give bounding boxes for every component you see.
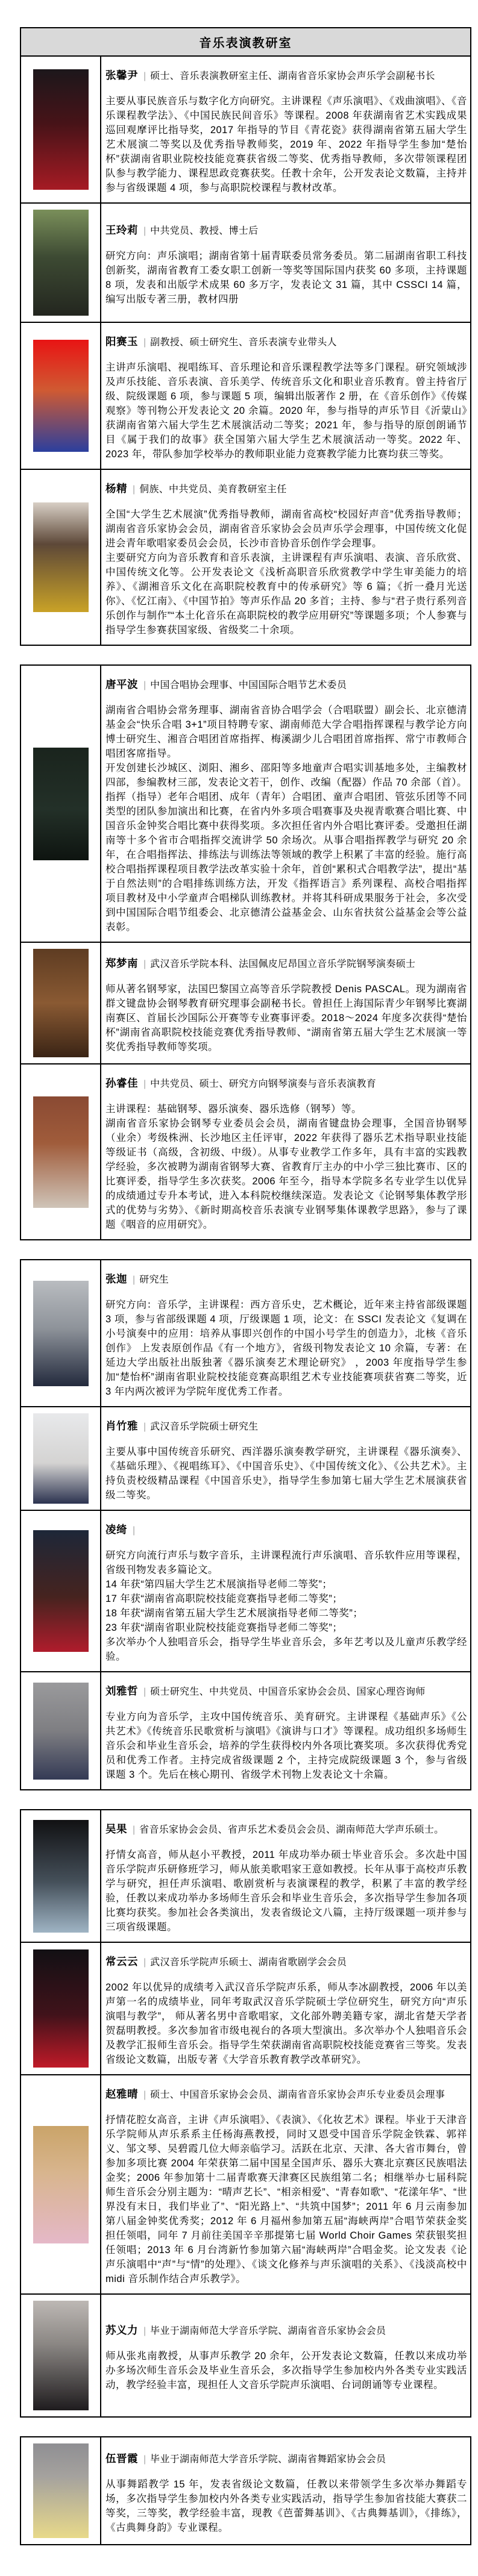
teacher-name-line: [105, 955, 467, 972]
teacher-photo: [33, 1530, 89, 1652]
bio-paragraph: 主讲课程：基础钢琴、器乐演奏、器乐选修（钢琴）等。: [105, 1104, 362, 1114]
teacher-title: 硕士、中国音乐家协会会员、湖南省音乐家协会声乐专业委员会理事: [150, 2090, 445, 2100]
teacher-bio-cell: [101, 1511, 470, 1671]
name-title-separator: |: [133, 1525, 136, 1536]
bio-paragraphs: [105, 360, 467, 461]
teacher-name: 孙睿佳: [105, 1077, 138, 1089]
teacher-title: 硕士、音乐表演教研室主任、湖南省音乐家协会声乐学会副秘书长: [150, 71, 435, 81]
bio-paragraph: 14 年获“第四届大学生艺术展演指导老师二等奖”；: [105, 1579, 333, 1590]
teacher-name: 阳赛玉: [105, 336, 138, 348]
teacher-title: 硕士研究生、中共党员、中国音乐家协会会员、国家心理咨询师: [150, 1687, 426, 1697]
teacher-photo: [33, 210, 89, 316]
teacher-photo: [33, 340, 89, 452]
bio-paragraph: 开发创建长沙城区、浏阳、湘乡、邵阳等多地童声合唱实训基地多处，主编教材四部，参编教材三部，发表论文若干，创作、改编（配器）作品 70 余部（首）。指挥（指导）老年合唱团、成年（青年）合唱团、童声合唱团、管弦乐团等不同类型的团队参加演出和比赛，在省内外多项合唱赛事及央视青歌赛合唱比赛、中国音乐金钟奖合唱比赛中获得奖项。多次担任省内外合唱比赛评委。受邀担任湖南等十多个省市合唱指挥交流讲学 50 余场次。从事合唱指挥教学与研究 20 余年，在合唱指挥法、排练法与训练法等领域的教学上积累了丰富的经验。施行高校合唱指挥课程项目教学法改革实验十余年，首创“累积式合唱教学法”，提出“基于自然法则”的合唱排练训练方法，开发《指挥语言》系列课程、高校合唱指挥项目教材及中小学童声合唱梯队训练教材。并将其科研成果服务于社会，多次受到中国国际合唱节组委会、北京德清公益基金会、山东省扶贫公益基金会等公益表彰。: [105, 763, 467, 933]
teacher-row: [21, 1406, 470, 1510]
teacher-photo: [33, 1096, 89, 1208]
bio-paragraph: 18 年获“湖南省第五届大学生艺术展演指导老师二等奖”；: [105, 1608, 363, 1619]
teacher-photo: [33, 949, 89, 1057]
teacher-table-1: [20, 27, 471, 646]
teacher-bio-cell: [101, 323, 470, 469]
page-title: 音乐表演教研室: [21, 28, 470, 57]
teacher-name: 刘雅哲: [105, 1685, 138, 1697]
teacher-row: [21, 1810, 470, 1942]
teacher-name-line: [105, 2086, 467, 2103]
teacher-bio-cell: [101, 666, 470, 942]
bio-paragraphs: [105, 94, 467, 195]
bio-paragraphs: [105, 507, 467, 637]
teacher-row: [21, 1671, 470, 1789]
bio-paragraph: 主要从事民族音乐与数字化方向研究。主讲课程《声乐演唱》、《戏曲演唱》、《音乐课程教学法》、《中国民族民间音乐》等课程。2008 年获湖南省艺术实践成果巡回观摩评比指导奖，2017 年指导的节目《青花瓷》获得湖南省第五届大学生艺术展演二等奖以及优秀指导教师奖，2019 年、2022 年指导学生参加“楚怡杯”获湖南省职业院校技能竞赛获省级二等奖、优秀指导教师，多次带领课程团队参与教学能力、课程思政竞赛获奖。任教十余年，公开发表论文数篇，主持并参与省级课题 4 项，参与高职院校课程与教材改革。: [105, 96, 467, 193]
bio-paragraphs: [105, 1298, 467, 1399]
bio-paragraph: 23 年获“湖南省职业院校技能竞赛指导老师二等奖”；: [105, 1622, 343, 1633]
name-title-separator: |: [143, 1422, 146, 1432]
bio-paragraph: 17 年获“湖南省高职院校技能竞赛指导老师二等奖”；: [105, 1593, 343, 1604]
bio-paragraphs: [105, 249, 467, 307]
photo-cell: [21, 323, 101, 469]
name-title-separator: |: [143, 226, 146, 236]
teacher-row: [21, 1942, 470, 2074]
bio-paragraphs: [105, 703, 467, 934]
photo-cell: [21, 666, 101, 942]
bio-paragraph: 研究方向：声乐演唱；湖南省第十届青联委员常务委员。第二届湖南省职工科技创新奖，湖南省教育工委女职工创新一等奖等国际国内获奖 60 多项，主持课题 8 项，发表和出版学术成果 60 多万字，发表论文 31 篇，其中 CSSCI 14 篇，编写出版专著三册，教材四册: [105, 251, 467, 305]
photo-cell: [21, 1064, 101, 1239]
teacher-photo: [33, 1281, 89, 1386]
photo-cell: [21, 1407, 101, 1510]
bio-paragraph: 主要研究方向为音乐教育和音乐表演，主讲课程有声乐演唱、表演、音乐欣赏、中国传统文化等。公开发表论文《浅析高职音乐欣赏教学中学生审美能力的培养》、《湖湘音乐文化在高职院校教育中的传承研究》等 6 篇；《折一叠月光送你》、《忆江南》、《中国节拍》等声乐作品 20 多首；主持、参与“君子贵行系列音乐创作与制作”“本土化音乐在高职院校的教学应用研究”等课题多项；个人参赛与指导学生参赛获国家级、省级奖二十余项。: [105, 552, 467, 636]
teacher-row: [21, 1063, 470, 1239]
teacher-name: 赵雅晴: [105, 2088, 138, 2100]
bio-paragraph: 研究方向：音乐学，主讲课程：西方音乐史，艺术概论，近年来主持省部级课题 3 项，参与省部级课题 4 项，厅级课题 1 项，论文：在 SSCI 发表论文《复调在小号演奏中的应用：培养从事即兴创作的中国小号学生的创造力》，北核《音乐创作》 上发表原创作品《有一个地方》，省级刊物发表论文 10 余篇，专著：在延边大学出版社出版独著《器乐演奏艺术理论研究》 ，2003 年度指导学生参加“楚怡杯”湖南省职业院校技能竞赛高职组艺术专业技能赛项获省赛二等奖，近 3 年内两次被评为学院年度优秀工作者。: [105, 1299, 467, 1397]
teacher-name-line: [105, 2322, 467, 2339]
teacher-row: [21, 2293, 470, 2416]
teacher-bio-cell: [101, 2437, 470, 2544]
bio-paragraph: 全国“大学生艺术展演”优秀指导教师，湖南省高校“校园好声音”优秀指导教师；湖南省音乐家协会会员，湖南省音乐家协会会员声乐学会理事，中国传统文化促进会青年歌唱家委员会会员，长沙市音协音乐创作学会理事。: [105, 509, 467, 549]
teacher-photo: [33, 1413, 89, 1504]
teacher-title: 武汉音乐学院声乐硕士、湖南省歌剧学会会员: [150, 1957, 347, 1968]
photo-cell: [21, 57, 101, 202]
bio-paragraphs: [105, 1445, 467, 1502]
teacher-title: 武汉音乐学院本科、法国佩皮尼昂国立音乐学院钢琴演奏硕士: [150, 959, 416, 969]
bio-paragraph: 从事舞蹈教学 15 年，发表省级论文数篇，任教以来带领学生多次举办舞蹈专场，多次指导学生参加校内外各类专业实践活动，指导学生参加省技能大赛获二等奖，三等奖，教学经验丰富，现教《芭蕾舞基训》、《古典舞基训》，《排练》，《古典舞身韵》专业课程。: [105, 2478, 467, 2533]
teacher-table-4: [20, 1809, 471, 2418]
teacher-row: [21, 666, 470, 942]
teacher-name: 郑梦南: [105, 957, 138, 969]
teacher-name-line: [105, 67, 467, 84]
name-title-separator: |: [143, 2326, 146, 2336]
bio-paragraph: 抒情花腔女高音，主讲《声乐演唱》、《表演》、《化妆艺术》课程。毕业于天津音乐学院师从声乐系系主任杨海燕教授，同时又恩受中国音乐学院金铁霖、郭祥义、邹文琴、吴碧霞几位大师亲临学习。活跃在北京、天津、各大省市舞台，曾参加多项比赛 2004 年荣获第二届中国星全国声乐、器乐大赛北京赛区民族唱法金奖；2006 年参加第十二届青歌赛天津赛区民族组第二名；相继举办七届科院师生音乐会分别主题为：“晴声艺长”、“相亲相爱”、“青春如歌”、“花漾年华”、“世界没有末日，我们毕业了”、“阳光路上”、“共筑中国梦”；2011 年 6 月云南参加第八届金钟奖优秀奖；2012 年 6 月福州参加第五届“海峡两岸”合唱节荣获金奖担任领唱，同年 7 月前往美国辛辛那提第七届 World Choir Games 荣获银奖担任领唱；2013 年 6 月台湾新竹参加第六届“海峡两岸”合唱金奖。论文发表《论声乐演唱中“声”与“情”的处理》、《谈文化修养与声乐演唱的关系》、《浅淡高校中 midi 音乐制作结合声乐教学》。: [105, 2115, 467, 2284]
bio-paragraph: 主讲声乐演唱、视唱练耳、音乐理论和音乐课程教学法等多门课程。研究领域涉及声乐技能、音乐表演、音乐美学、传统音乐文化和职业音乐教育。曾主持省厅级、院级课题 6 项，参与课题 5 项，编辑出版著作 2 册，在《音乐创作》《传媒观察》等刊物公开发表论文 20 余篇。2020 年，参与指导的声乐节目《沂蒙山》获湖南省第六届大学生艺术展演活动二等奖；2021 年，参与指导的原创朗诵节目《属于我们的故事》获全国第六届大学生艺术展演活动一等奖。2022 年、2023 年，带队参加学校举办的教师职业能力竞赛教学能力比赛均获三等奖。: [105, 362, 467, 460]
teacher-name-line: [105, 1418, 467, 1435]
bio-paragraphs: [105, 1548, 467, 1664]
teacher-name-line: [105, 2451, 467, 2468]
teacher-name: 张迦: [105, 1273, 127, 1285]
teacher-row: [21, 2074, 470, 2293]
teacher-name-line: [105, 1821, 467, 1838]
teacher-name-line: [105, 222, 467, 239]
bio-paragraph: 多次举办个人独唱音乐会，指导学生毕业音乐会，多年艺考以及儿童声乐教学经验。: [105, 1637, 467, 1662]
bio-paragraphs: [105, 1848, 467, 1934]
photo-cell: [21, 2437, 101, 2544]
teacher-name-line: [105, 481, 467, 498]
teacher-table-2: [20, 664, 471, 1240]
teacher-photo: [33, 1820, 89, 1933]
photo-cell: [21, 1672, 101, 1789]
teacher-bio-cell: [101, 2295, 470, 2416]
bio-paragraphs: [105, 1102, 467, 1232]
bio-paragraph: 师从著名钢琴家，法国巴黎国立高等音乐学院教授 Denis PASCAL。现为湖南省群文键盘协会钢琴教育研究理事会副秘书长。曾担任上海国际青少年钢琴比赛湖南赛区、首届长沙国际公开赛等专业赛事评委。2018～2024 年度多次获得“楚怡杯”湖南省高职院校技能竞赛优秀指导教师、“湖南省第五届大学生艺术展演一等奖优秀指导教师等奖项。: [105, 984, 467, 1052]
teacher-table-5: [20, 2436, 471, 2545]
name-title-separator: |: [143, 959, 146, 969]
teacher-bio-cell: [101, 1943, 470, 2074]
bio-paragraph: 研究方向流行声乐与数字音乐，主讲课程流行声乐演唱、音乐软件应用等课程，省级刊物发表多篇论文。: [105, 1550, 467, 1575]
name-title-separator: |: [143, 2454, 146, 2465]
name-title-separator: |: [133, 484, 136, 495]
teacher-title: 研究生: [139, 1275, 169, 1285]
teacher-row: [21, 469, 470, 645]
teacher-row: [21, 1260, 470, 1406]
bio-paragraph: 湖南省合唱协会常务理事、湖南省音协合唱学会（合唱联盟）副会长、北京德清基金会“快乐合唱 3+1”项目特聘专家、湖南师范大学合唱指挥课程与教学论方向博士研究生、湘音合唱团首席指挥、梅溪湖少儿合唱团首席指挥、常宁市教师合唱团客席指导。: [105, 705, 467, 759]
teacher-title: 毕业于湖南师范大学音乐学院、湖南省舞蹈家协会会员: [150, 2454, 386, 2465]
bio-paragraphs: [105, 2349, 467, 2392]
teacher-bio-cell: [101, 204, 470, 322]
teacher-title: 省音乐家协会会员、省声乐艺术委员会会员、湖南师范大学声乐硕士。: [139, 1825, 444, 1835]
teacher-name: 苏义力: [105, 2324, 138, 2336]
bio-paragraph: 湖南省音乐家协会钢琴专业委员会会员，湖南省键盘协会理事，全国音协钢琴（业余）考级株洲、长沙地区主任评审，2022 年获得了器乐艺术指导职业技能等级证书（高级，含初级、中级）。从事专业教学工作多年，具有丰富的实践教学经验，多次被聘为湖南省钢琴大赛、省教育厅主办的中小学三独比赛市、区的比赛评委，指导学生多次获奖。2006 年至今，指导本学院多名专业学生以优异的成绩通过专升本考试，进入本科院校继续深造。发表论文《论钢琴集体教学形式的优势与劣势》、《新时期高校音乐表演专业钢琴集体课教学思路》，参与了课题《咽音的应用研究》。: [105, 1118, 467, 1230]
bio-paragraph: 抒情女高音，师从赵小平教授，2011 年成功举办硕士毕业音乐会。多次赴中国音乐学院声乐研修班学习，师从旅美歌唱家王意如教授。长年从事于高校声乐教学与研究，担任声乐演唱、歌剧赏析与表演课程的教学，积累了丰富的教学经验，任教以来成功举办多场师生音乐会和毕业生音乐会，多次指导学生参加各项比赛均获奖。参加社会各类演出，发表省级论文八篇，主持厅级课题一项并参与三项省级课题。: [105, 1849, 467, 1933]
teacher-row: [21, 942, 470, 1063]
photo-cell: [21, 1810, 101, 1942]
teacher-name: 伍晋霞: [105, 2452, 138, 2465]
teacher-row: [21, 2437, 470, 2544]
teacher-bio-cell: [101, 1810, 470, 1942]
photo-cell: [21, 943, 101, 1063]
teacher-title: 侗族、中共党员、美育教研室主任: [139, 484, 287, 495]
teacher-photo: [33, 69, 89, 190]
photo-cell: [21, 1511, 101, 1671]
teacher-row: [21, 1510, 470, 1671]
teacher-bio-cell: [101, 1064, 470, 1239]
photo-cell: [21, 2295, 101, 2416]
photo-cell: [21, 1260, 101, 1406]
bio-paragraph: 专业方向为音乐学，主攻中国传统音乐、美育研究。主讲课程《基础声乐》《公共艺术》《传统音乐民歌赏析与演唱》《演讲与口才》等课程。成功组织多场师生音乐会和毕业生音乐会，培养的学生获得校内外各项比赛奖项。多次获得优秀党员和优秀工作者。主持完成省级课题 2 个，主持完成院级课题 3 个，参与省级课题 3 个。先后在核心期刊、省级学术刊物上发表论文十余篇。: [105, 1712, 467, 1780]
teacher-bio-cell: [101, 470, 470, 645]
teacher-photo: [33, 1683, 89, 1780]
bio-paragraphs: [105, 2113, 467, 2286]
teacher-photo: [33, 748, 89, 860]
teacher-name: 肖竹雅: [105, 1420, 138, 1432]
teacher-bio-cell: [101, 1260, 470, 1406]
bio-paragraph: 师从张兆南教授，从事声乐教学 20 余年，公开发表论文数篇，任教以来成功举办多场次师生音乐会及毕业生音乐会，多次指导学生参加校内外各类专业实践活动，教学经验丰富，现担任人文音乐学院声乐演唱、台词朗诵等专业课程。: [105, 2351, 467, 2390]
name-title-separator: |: [143, 71, 146, 81]
teacher-bio-cell: [101, 57, 470, 202]
photo-cell: [21, 204, 101, 322]
photo-cell: [21, 2075, 101, 2293]
bio-paragraphs: [105, 1980, 467, 2067]
teacher-name: 杨精: [105, 483, 127, 495]
name-title-separator: |: [133, 1275, 136, 1285]
photo-cell: [21, 1943, 101, 2074]
teacher-photo: [33, 502, 89, 612]
name-title-separator: |: [143, 337, 146, 348]
name-title-separator: |: [143, 680, 146, 690]
teacher-name-line: [105, 1683, 467, 1700]
bio-paragraphs: [105, 2477, 467, 2535]
teacher-title: 毕业于湖南师范大学音乐学院、湖南省音乐家协会会员: [150, 2326, 386, 2336]
teacher-name-line: [105, 1271, 467, 1288]
teacher-title: 中共党员、硕士、研究方向钢琴演奏与音乐表演教育: [150, 1079, 377, 1089]
teacher-table-3: [20, 1259, 471, 1790]
name-title-separator: |: [133, 1825, 136, 1835]
teacher-name-line: [105, 1522, 467, 1539]
teacher-name: 张馨尹: [105, 69, 138, 81]
teacher-title: 中共党员、教授、博士后: [150, 226, 259, 236]
teacher-row: [21, 57, 470, 202]
bio-paragraph: 2002 年以优异的成绩考入武汉音乐学院声乐系，师从李冰副教授，2006 年以美声第一名的成绩毕业，同年考取武汉音乐学院硕士学位研究生，研究方向“声乐演唱与教学”， 师从著名男中音歌唱家，文化部外聘美籍专家，湖北省楚天学者贺磊明教授。多次参加省市级电视台的各项大型演出。多次举办个人独唱音乐会及教学汇报师生音乐会。指导学生荣获湖南省高职院校技能竞赛省三等奖。发表省级论文数篇，出版专著《大学音乐教育教学改革研究》。: [105, 1982, 467, 2065]
name-title-separator: |: [143, 2090, 146, 2100]
bio-paragraphs: [105, 1710, 467, 1782]
teacher-title: 中国合唱协会理事、中国国际合唱节艺术委员: [150, 680, 347, 690]
teacher-name-line: [105, 334, 467, 351]
teacher-name-line: [105, 1954, 467, 1971]
teacher-row: [21, 202, 470, 322]
name-title-separator: |: [143, 1079, 146, 1089]
teacher-bio-cell: [101, 943, 470, 1063]
photo-cell: [21, 470, 101, 645]
teacher-name-line: [105, 677, 467, 693]
teacher-title: 武汉音乐学院硕士研究生: [150, 1422, 259, 1432]
teacher-bio-cell: [101, 1407, 470, 1510]
teacher-photo: [33, 2126, 89, 2243]
teacher-bio-cell: [101, 1672, 470, 1789]
teacher-photo: [33, 1949, 89, 2068]
teacher-name: 凌绮: [105, 1524, 127, 1536]
bio-paragraph: 主要从事中国传统音乐研究、西洋器乐演奏教学研究，主讲课程《器乐演奏》、《基础乐理》、《视唱练耳》、《中国音乐史》、《中国传统文化》、《公共艺术》。主持负责校级精品课程《中国音乐史》，指导学生参加第七届大学生艺术展演获省级二等奖。: [105, 1446, 467, 1501]
teacher-name-line: [105, 1075, 467, 1092]
teacher-photo: [33, 2301, 89, 2410]
teacher-row: [21, 322, 470, 469]
bio-paragraphs: [105, 982, 467, 1054]
name-title-separator: |: [143, 1957, 146, 1968]
teacher-name: 吴果: [105, 1823, 127, 1835]
teacher-photo: [33, 2443, 89, 2538]
teacher-name: 常云云: [105, 1955, 138, 1968]
name-title-separator: |: [143, 1687, 146, 1697]
teacher-name: 王玲莉: [105, 224, 138, 236]
teacher-name: 唐平波: [105, 678, 138, 690]
teacher-bio-cell: [101, 2075, 470, 2293]
teacher-title: 副教授、硕士研究生、音乐表演专业带头人: [150, 337, 337, 348]
